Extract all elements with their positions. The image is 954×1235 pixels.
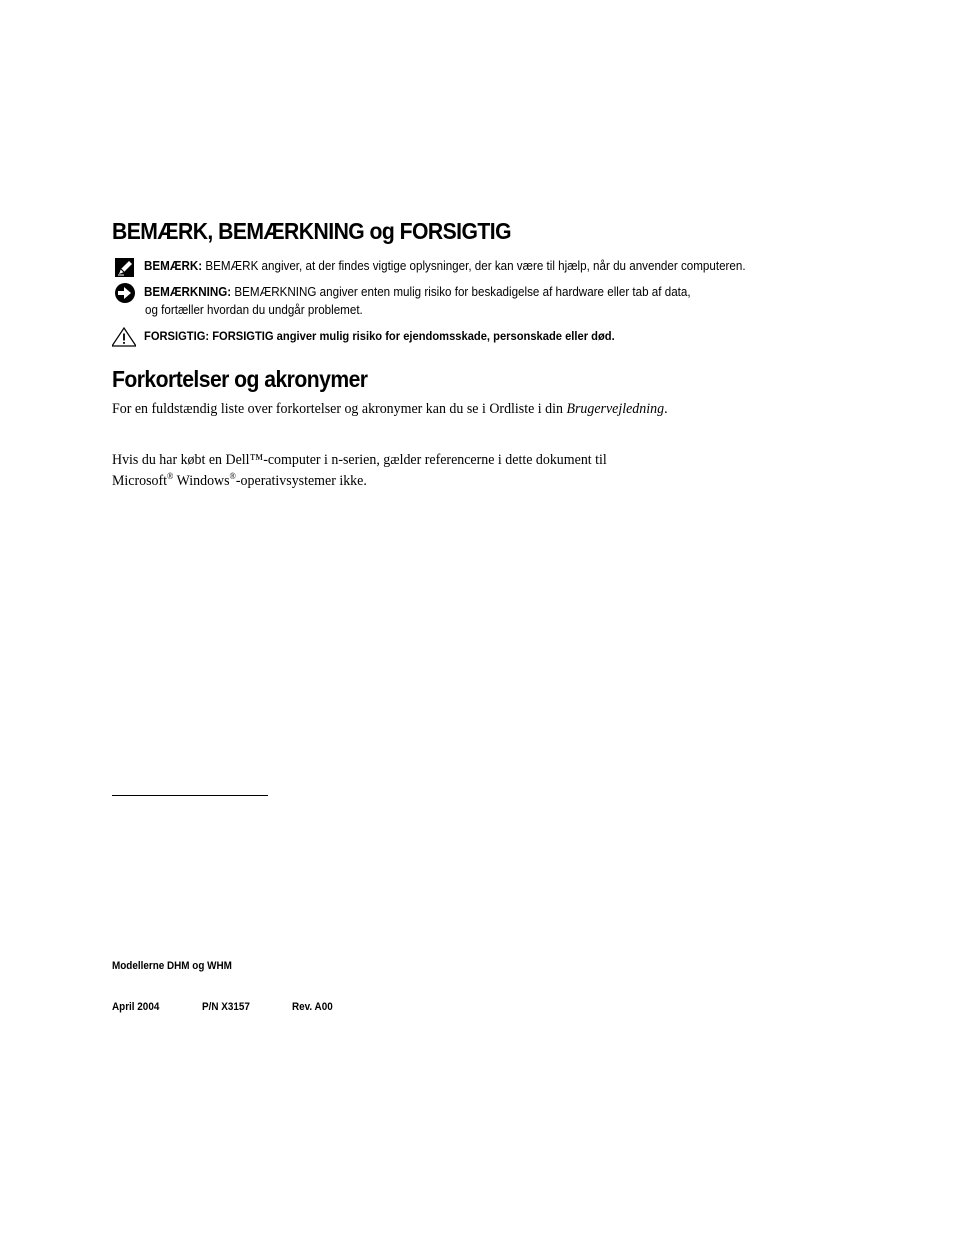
abbreviations-heading: Forkortelser og akronymer <box>112 366 368 392</box>
footnote-divider <box>112 795 268 796</box>
revision: Rev. A00 <box>292 1001 333 1013</box>
notes-heading: BEMÆRK, BEMÆRKNING og FORSIGTIG <box>112 218 512 244</box>
user-guide-title: Brugervejledning <box>566 401 665 417</box>
publish-date: April 2004 <box>112 1001 160 1013</box>
abbr-text: For en fuldstændig liste over forkortelser og akronymer kan du se i Ordliste i din <box>112 401 567 417</box>
note-text: BEMÆRK angiver, at der findes vigtige oplysninger, der kan være til hjælp, når du anvender computeren. <box>202 259 746 273</box>
part-number: P/N X3157 <box>202 1001 250 1013</box>
arrow-circle-icon <box>112 283 136 305</box>
notice-label: BEMÆRKNING: <box>144 285 232 299</box>
model-names: Modellerne DHM og WHM <box>112 960 232 972</box>
warning-triangle-icon <box>112 327 136 349</box>
microsoft-text: Microsoft <box>112 473 168 489</box>
note-label: BEMÆRK: <box>144 259 203 273</box>
notice-text-line2: og fortæller hvordan du undgår problemet. <box>145 303 363 317</box>
dell-paragraph-line1: Hvis du har købt en Dell™-computer i n-serien, gælder referencerne i dette dokument til <box>112 452 607 468</box>
dell-paragraph-line2 <box>112 471 367 490</box>
abbr-end: . <box>664 401 668 417</box>
os-text: -operativsystemer ikke. <box>235 473 367 489</box>
caution-label: FORSIGTIG: <box>144 329 210 343</box>
caution-text: FORSIGTIG angiver mulig risiko for ejendomsskade, personskade eller død. <box>209 329 615 343</box>
windows-text: Windows <box>173 473 230 489</box>
pencil-note-icon <box>112 257 136 279</box>
registered-mark: ® <box>229 471 236 481</box>
abbreviations-paragraph <box>112 401 668 418</box>
notice-text-line1: BEMÆRKNING angiver enten mulig risiko for beskadigelse af hardware eller tab af data, <box>231 285 691 299</box>
registered-mark: ® <box>167 471 174 481</box>
